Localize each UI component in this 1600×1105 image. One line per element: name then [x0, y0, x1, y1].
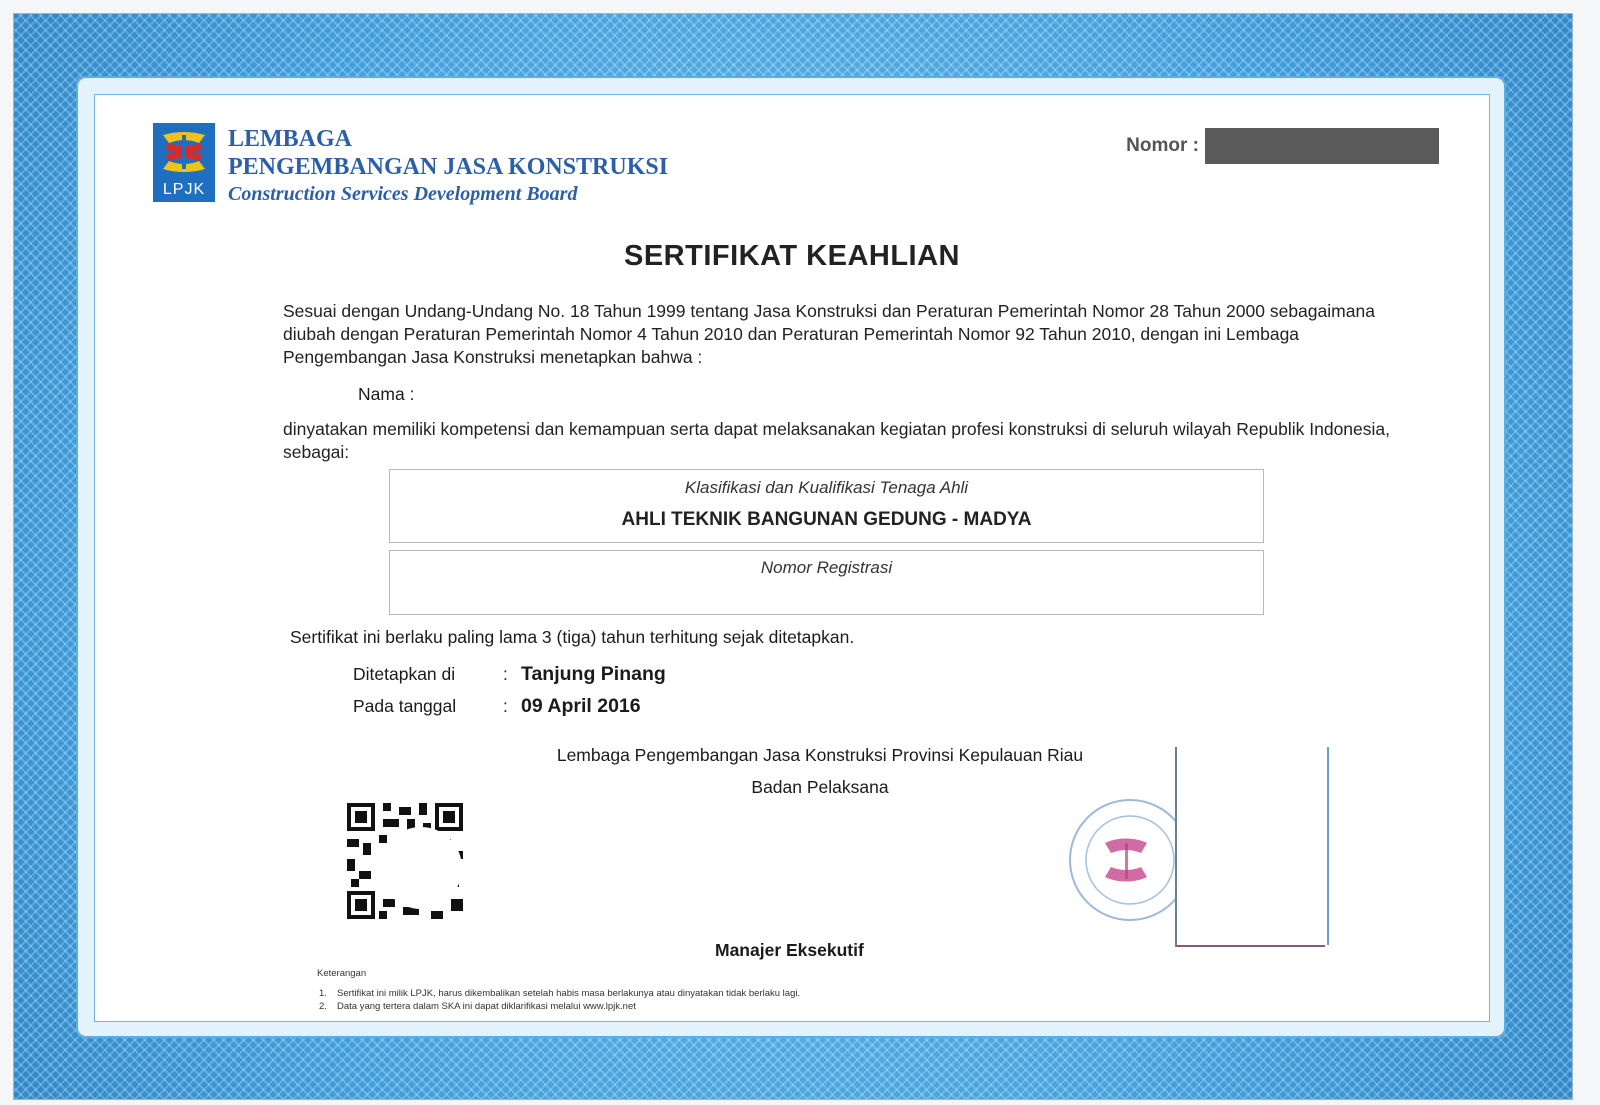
- classification-label: Klasifikasi dan Kualifikasi Tenaga Ahli: [684, 478, 969, 497]
- notes-title: Keterangan: [317, 968, 367, 979]
- declared-paragraph: dinyatakan memiliki kompetensi dan kemampuan serta dapat melaksanakan kegiatan profesi konstruksi di seluruh wilayah Republik Indonesia, sebagai:: [283, 419, 1390, 462]
- date-value: 09 April 2016: [521, 695, 641, 717]
- issuer-line-1: Lembaga Pengembangan Jasa Konstruksi Provinsi Kepulauan Riau: [556, 745, 1084, 765]
- note-text: Sertifikat ini milik LPJK, harus dikembalikan setelah habis masa berlakunya atau dinyatakan tidak berlaku lagi.: [337, 988, 801, 999]
- issued-date-row: [353, 695, 641, 718]
- nomor-label: Nomor :: [1126, 135, 1199, 156]
- certificate-title: SERTIFIKAT KEAHLIAN: [623, 240, 960, 272]
- signature-redaction: [1175, 747, 1325, 947]
- note-item: [317, 987, 800, 1000]
- lpjk-logo: [153, 123, 215, 202]
- org-name-line-1: LEMBAGA: [228, 126, 353, 152]
- location-label: Ditetapkan di: [353, 664, 456, 684]
- issuer-line-2: Badan Pelaksana: [751, 777, 889, 797]
- note-text: Data yang tertera dalam SKA ini dapat diklarifikasi melalui www.lpjk.net: [337, 1001, 636, 1012]
- classification-value: AHLI TEKNIK BANGUNAN GEDUNG - MADYA: [621, 509, 1032, 530]
- qr-redaction: [380, 827, 462, 909]
- classification-box: [389, 469, 1264, 543]
- nomor-redacted-value: [1205, 128, 1439, 164]
- date-colon: :: [503, 696, 508, 716]
- note-number: 1.: [319, 988, 327, 999]
- issued-location-row: [353, 663, 666, 686]
- org-name-english: Construction Services Development Board: [228, 183, 578, 205]
- registration-box: [389, 550, 1264, 615]
- lpjk-emblem-icon: [159, 129, 209, 175]
- date-label: Pada tanggal: [353, 696, 457, 716]
- location-colon: :: [503, 664, 508, 684]
- logo-text: LPJK: [162, 181, 206, 198]
- notes-section: [317, 968, 800, 1013]
- certificate-number: [1126, 128, 1439, 164]
- validity-statement: Sertifikat ini berlaku paling lama 3 (tiga) tahun terhitung sejak ditetapkan.: [290, 627, 855, 647]
- organization-name: [228, 125, 668, 207]
- org-name-line-2: PENGEMBANGAN JASA KONSTRUKSI: [228, 154, 669, 180]
- note-item: [317, 1000, 800, 1013]
- location-value: Tanjung Pinang: [521, 663, 666, 685]
- note-number: 2.: [319, 1001, 327, 1012]
- certificate-paper: [14, 14, 1572, 1099]
- issuer-block: [525, 739, 1115, 803]
- nama-label: Nama :: [358, 384, 415, 404]
- signer-title: Manajer Eksekutif: [715, 940, 864, 960]
- registration-label: Nomor Registrasi: [760, 558, 893, 577]
- intro-paragraph: Sesuai dengan Undang-Undang No. 18 Tahun 1999 tentang Jasa Konstruksi dan Peraturan Pemerintah Nomor 28 Tahun 2000 sebagaimana diubah dengan Peraturan Pemerintah Nomor 4 Tahun 2010 dan Peraturan Pemerintah Nomor 92 Tahun 2010, dengan ini Lembaga Pengembangan Jasa Konstruksi menetapkan bahwa :: [283, 301, 1375, 367]
- certificate-content: [94, 94, 1490, 1022]
